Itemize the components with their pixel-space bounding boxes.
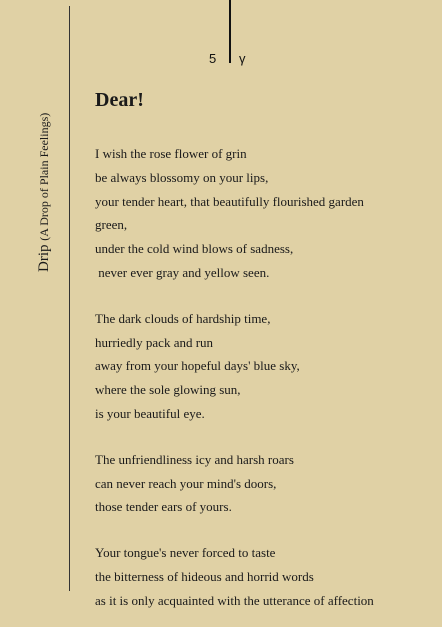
poem-line: the bitterness of hideous and horrid words	[95, 568, 314, 584]
poem-line: The unfriendliness icy and harsh roars	[95, 451, 294, 467]
page-number-divider	[229, 0, 231, 63]
poem-line: green,	[95, 217, 128, 233]
poem-line: I wish the rose flower of grin	[95, 146, 247, 161]
poem-line: those tender ears of yours.	[95, 499, 232, 515]
poem-line: as it is only acquainted with the utterance of affection	[95, 592, 374, 608]
book-title-vertical	[36, 113, 53, 272]
poem-line: away from your hopeful days' blue sky,	[95, 358, 300, 374]
book-title-subtitle: (A Drop of Plain Feelings)	[37, 112, 51, 241]
poem-line: your tender heart, that beautifully flourished garden	[95, 193, 364, 209]
poem-line: never ever gray and yellow seen.	[95, 264, 270, 280]
poem-line: be always blossomy on your lips,	[95, 169, 269, 185]
poem-body	[95, 142, 374, 613]
poem-line: is your beautiful eye.	[95, 405, 205, 421]
poem-line: hurriedly pack and run	[95, 334, 214, 350]
side-divider-line	[69, 6, 70, 591]
page-number-left: 5	[209, 51, 217, 66]
stanza	[95, 307, 374, 426]
poem-line: under the cold wind blows of sadness,	[95, 241, 294, 257]
poem-line: where the sole glowing sun,	[95, 382, 241, 398]
stanza	[95, 541, 374, 612]
book-title-main: Drip	[36, 244, 52, 272]
poem-line: can never reach your mind's doors,	[95, 475, 277, 491]
poem-heading: Dear!	[95, 89, 144, 111]
poem-line: The dark clouds of hardship time,	[95, 310, 271, 326]
poem-line: Your tongue's never forced to taste	[95, 545, 276, 561]
stanza	[95, 448, 374, 519]
page-number-right: γ	[239, 51, 246, 66]
stanza	[95, 142, 374, 285]
